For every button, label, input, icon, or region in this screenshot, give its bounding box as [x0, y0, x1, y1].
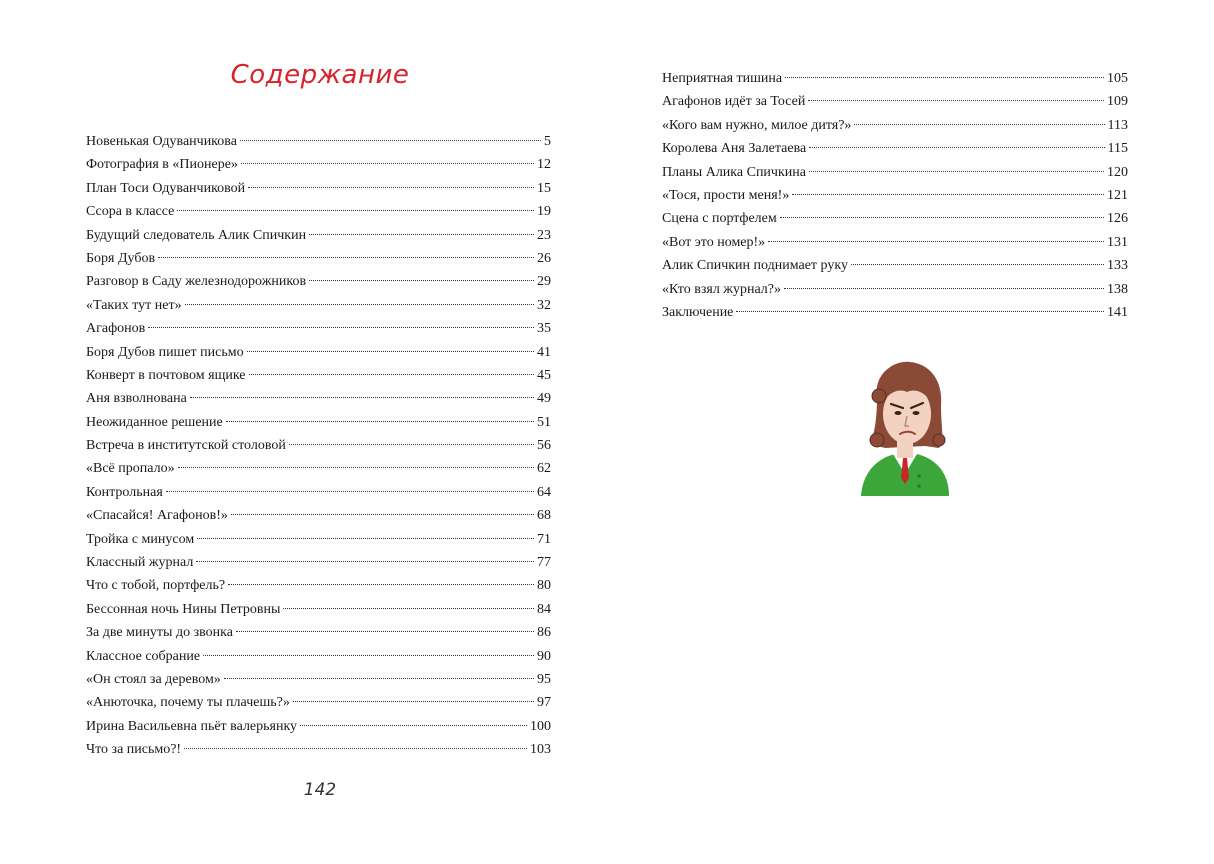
toc-entry	[86, 270, 551, 293]
page-title: Содержание	[230, 60, 410, 90]
toc-entry-title: Сцена с портфелем	[662, 211, 777, 227]
dot-leader	[240, 140, 541, 141]
toc-entry-page: 90	[537, 648, 551, 664]
toc-entry-page: 86	[537, 625, 551, 641]
button-2	[917, 484, 921, 488]
dot-leader	[247, 351, 534, 352]
toc-entry-page: 15	[537, 180, 551, 196]
toc-entry	[86, 130, 551, 153]
toc-entry-page: 68	[537, 508, 551, 524]
toc-entry-page: 95	[537, 671, 551, 687]
hair-curl-left-low	[870, 433, 884, 447]
toc-entry-title: Боря Дубов	[86, 250, 156, 266]
dot-leader	[178, 467, 534, 468]
dot-leader	[236, 631, 534, 632]
toc-entry-title: Неприятная тишина	[662, 71, 783, 86]
toc-entry-title: Тройка с минусом	[86, 531, 195, 547]
toc-entry	[662, 207, 1128, 230]
toc-entry	[86, 317, 551, 340]
dot-leader	[203, 655, 534, 656]
toc-entry-page: 56	[537, 438, 551, 454]
toc-entry	[86, 645, 551, 668]
toc-entry	[86, 598, 551, 621]
toc-entry-page: 23	[537, 227, 551, 243]
toc-entry-title: Заключение	[662, 304, 734, 320]
toc-entry	[662, 137, 1128, 160]
toc-entry	[662, 231, 1128, 254]
toc-entry	[662, 254, 1128, 277]
hair-curl-right-low	[933, 434, 945, 446]
toc-entry-title: Фотография в «Пионере»	[86, 157, 238, 173]
dot-leader	[197, 538, 534, 539]
toc-entry-title: Классное собрание	[86, 648, 201, 664]
dot-leader	[185, 304, 534, 305]
dot-leader	[768, 241, 1104, 242]
toc-entry	[662, 67, 1128, 90]
toc-entry-page: 141	[1107, 304, 1128, 320]
toc-entry	[86, 481, 551, 504]
toc-entry	[86, 200, 551, 223]
toc-entry-title: «Спасайся! Агафонов!»	[86, 508, 228, 524]
toc-entry-title: Конверт в почтовом ящике	[86, 367, 246, 383]
toc-entry-title: Разговор в Саду железнодорожников	[86, 274, 307, 290]
dot-leader	[785, 77, 1104, 78]
button-1	[917, 474, 921, 478]
toc-entry	[86, 574, 551, 597]
toc-entry-page: 77	[537, 555, 551, 571]
dot-leader	[190, 397, 534, 398]
toc-entry-page: 49	[537, 391, 551, 407]
toc-entry-title: Новенькая Одуванчикова	[86, 134, 237, 149]
toc-entry-title: Ссора в классе	[86, 204, 175, 220]
toc-entry	[86, 364, 551, 387]
toc-entry-title: Будущий следователь Алик Спичкин	[86, 227, 307, 243]
toc-entry-title: Что за письмо?!	[86, 742, 182, 758]
toc-entry-page: 80	[537, 578, 551, 594]
eye-left	[895, 411, 902, 415]
toc-entry-page: 29	[537, 274, 551, 290]
toc-entry-title: «Вот это номер!»	[662, 234, 766, 250]
toc-entry	[86, 387, 551, 410]
toc-entry-page: 84	[537, 601, 551, 617]
toc-entry-page: 5	[544, 134, 551, 149]
dot-leader	[177, 210, 534, 211]
toc-entry	[86, 715, 551, 738]
toc-entry-page: 19	[537, 204, 551, 220]
toc-entry	[662, 90, 1128, 113]
toc-entry-title: «Кого вам нужно, милое дитя?»	[662, 117, 852, 133]
dot-leader	[196, 561, 534, 562]
toc-entry-title: «Тося, прости меня!»	[662, 187, 790, 203]
toc-entry-title: План Тоси Одуванчиковой	[86, 180, 246, 196]
dot-leader	[784, 288, 1104, 289]
toc-entry	[86, 504, 551, 527]
toc-left-column	[86, 130, 551, 762]
dot-leader	[309, 280, 534, 281]
toc-entry	[86, 738, 551, 761]
dot-leader	[851, 264, 1104, 265]
dot-leader	[809, 147, 1104, 148]
toc-entry-title: Контрольная	[86, 484, 163, 500]
dot-leader	[309, 234, 534, 235]
toc-entry	[662, 184, 1128, 207]
dot-leader	[166, 491, 534, 492]
toc-entry-page: 12	[537, 157, 551, 173]
toc-entry	[86, 224, 551, 247]
dot-leader	[809, 171, 1104, 172]
toc-entry-title: Боря Дубов пишет письмо	[86, 344, 244, 360]
toc-entry	[86, 621, 551, 644]
toc-entry	[86, 668, 551, 691]
toc-entry-title: Аня взволнована	[86, 391, 187, 407]
toc-entry	[86, 341, 551, 364]
dot-leader	[808, 100, 1104, 101]
toc-entry	[86, 528, 551, 551]
dot-leader	[293, 701, 534, 702]
toc-entry-title: Королева Аня Залетаева	[662, 141, 807, 157]
toc-entry-title: Неожиданное решение	[86, 414, 223, 430]
toc-entry-page: 71	[537, 531, 551, 547]
dot-leader	[248, 187, 534, 188]
toc-entry-page: 97	[537, 695, 551, 711]
dot-leader	[736, 311, 1104, 312]
toc-entry-title: Классный журнал	[86, 555, 194, 571]
dot-leader	[780, 217, 1104, 218]
dot-leader	[283, 608, 534, 609]
toc-entry	[86, 294, 551, 317]
toc-entry-page: 105	[1107, 71, 1128, 86]
toc-entry-title: Что с тобой, портфель?	[86, 578, 226, 594]
toc-entry	[86, 247, 551, 270]
dot-leader	[854, 124, 1104, 125]
toc-entry-title: Алик Спичкин поднимает руку	[662, 258, 848, 274]
toc-entry	[662, 161, 1128, 184]
toc-entry-title: За две минуты до звонка	[86, 625, 233, 641]
toc-entry	[86, 153, 551, 176]
toc-entry-title: Бессонная ночь Нины Петровны	[86, 601, 281, 617]
toc-entry-page: 121	[1107, 187, 1128, 203]
toc-entry-page: 32	[537, 297, 551, 313]
dot-leader	[184, 748, 527, 749]
toc-right-column	[662, 67, 1128, 324]
page-number: 142	[303, 780, 337, 800]
toc-entry-page: 64	[537, 484, 551, 500]
toc-entry	[662, 114, 1128, 137]
toc-entry	[86, 411, 551, 434]
toc-entry-page: 41	[537, 344, 551, 360]
toc-entry-title: «Всё пропало»	[86, 461, 175, 477]
toc-entry	[86, 457, 551, 480]
dot-leader	[231, 514, 534, 515]
toc-entry-page: 45	[537, 367, 551, 383]
toc-entry-title: «Кто взял журнал?»	[662, 281, 782, 297]
dot-leader	[241, 163, 534, 164]
toc-entry-page: 113	[1107, 117, 1128, 133]
toc-entry-page: 126	[1107, 211, 1128, 227]
toc-entry	[86, 177, 551, 200]
toc-entry-title: Встреча в институтской столовой	[86, 438, 286, 454]
eye-right	[913, 411, 920, 415]
dot-leader	[158, 257, 534, 258]
toc-entry-page: 26	[537, 250, 551, 266]
toc-entry	[86, 434, 551, 457]
toc-entry-title: Агафонов	[86, 321, 146, 337]
toc-entry-page: 120	[1107, 164, 1128, 180]
hair-curl-left	[872, 389, 886, 403]
dot-leader	[249, 374, 534, 375]
toc-entry-page: 115	[1107, 141, 1128, 157]
teacher-portrait-illustration	[855, 358, 955, 503]
toc-entry	[662, 301, 1128, 324]
toc-entry-title: Агафонов идёт за Тосей	[662, 94, 806, 110]
dot-leader	[289, 444, 534, 445]
dot-leader	[792, 194, 1104, 195]
toc-entry-title: Ирина Васильевна пьёт валерьянку	[86, 718, 298, 734]
toc-entry-title: «Анюточка, почему ты плачешь?»	[86, 695, 290, 711]
toc-entry	[662, 278, 1128, 301]
toc-entry-page: 138	[1107, 281, 1128, 297]
toc-entry-page: 51	[537, 414, 551, 430]
toc-entry-page: 109	[1107, 94, 1128, 110]
toc-entry-page: 35	[537, 321, 551, 337]
toc-entry-page: 131	[1107, 234, 1128, 250]
dot-leader	[224, 678, 534, 679]
toc-entry-title: «Он стоял за деревом»	[86, 671, 221, 687]
toc-entry-title: «Таких тут нет»	[86, 297, 182, 313]
toc-entry	[86, 691, 551, 714]
toc-entry-title: Планы Алика Спичкина	[662, 164, 806, 180]
dot-leader	[300, 725, 527, 726]
toc-entry-page: 62	[537, 461, 551, 477]
toc-entry-page: 103	[530, 742, 551, 758]
dot-leader	[226, 421, 534, 422]
toc-entry-page: 133	[1107, 258, 1128, 274]
toc-entry-page: 100	[530, 718, 551, 734]
dot-leader	[228, 584, 534, 585]
toc-entry	[86, 551, 551, 574]
dot-leader	[148, 327, 534, 328]
